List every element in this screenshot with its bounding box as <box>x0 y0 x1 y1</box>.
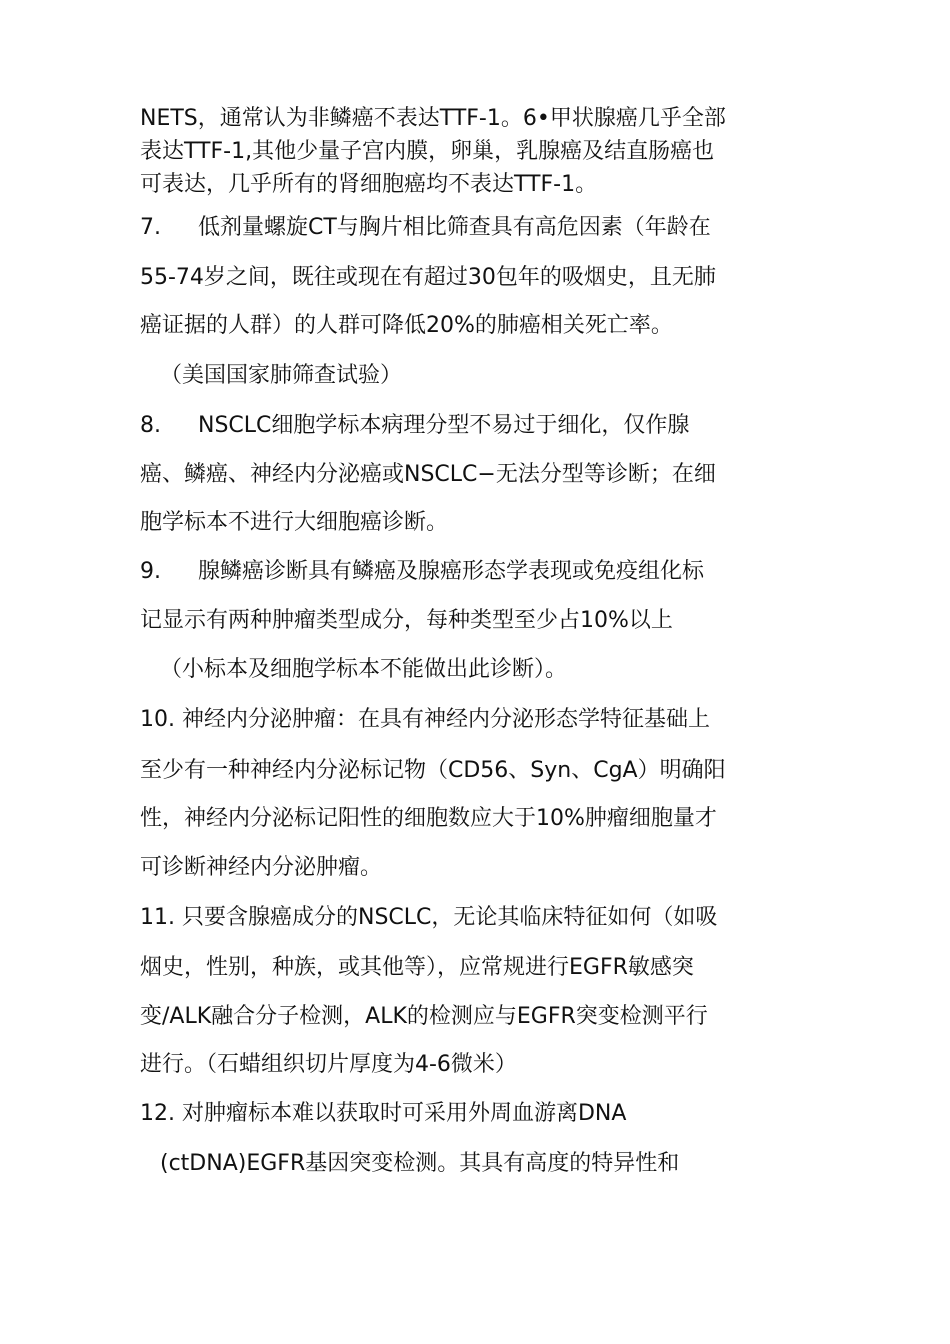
text-line: 可表达，几乎所有的肾细胞癌均不表达TTF-1。 <box>140 172 598 197</box>
text-line: 55-74岁之间，既往或现在有超过30包年的吸烟史，且无肺 <box>140 265 716 290</box>
text-line: 腺鳞癌诊断具有鳞癌及腺癌形态学表现或免疫组化标 <box>198 559 705 584</box>
item-number: 7. <box>140 215 161 240</box>
text-line: 至少有一种神经内分泌标记物（CD56、Syn、CgA）明确阳 <box>140 758 726 783</box>
text-line: 表达TTF-1,其他少量子宫内膜，卵巢，乳腺癌及结直肠癌也 <box>140 139 715 164</box>
list-item-7 <box>140 213 711 243</box>
text-line: 癌、鳞癌、神经内分泌癌或NSCLC−无法分型等诊断；在细 <box>140 462 716 487</box>
text-line: 进行。（石蜡组织切片厚度为4-6微米） <box>140 1052 517 1077</box>
list-item-12: 12. 对肿瘤标本难以获取时可采用外周血游离DNA <box>140 1101 627 1126</box>
text-line: 变/ALK融合分子检测，ALK的检测应与EGFR突变检测平行 <box>140 1004 708 1029</box>
text-line: （小标本及细胞学标本不能做出此诊断）。 <box>160 657 568 682</box>
text-line: NETS，通常认为非鳞癌不表达TTF-1。6•甲状腺癌几乎全部 <box>140 106 726 131</box>
text-line: 性，神经内分泌标记阳性的细胞数应大于10%肿瘤细胞量才 <box>140 806 717 831</box>
text-line: 癌证据的人群）的人群可降低20%的肺癌相关死亡率。 <box>140 313 673 338</box>
text-line: （美国国家肺筛查试验） <box>160 363 403 388</box>
item-number: 8. <box>140 413 161 438</box>
text-line: 烟史，性别，种族，或其他等），应常规进行EGFR敏感突 <box>140 955 694 980</box>
list-item-8 <box>140 411 689 441</box>
item-number: 9. <box>140 559 161 584</box>
text-line: (ctDNA)EGFR基因突变检测。其具有高度的特异性和 <box>160 1151 680 1176</box>
text-line: 记显示有两种肿瘤类型成分，每种类型至少占10%以上 <box>140 608 673 633</box>
text-line: NSCLC细胞学标本病理分型不易过于细化，仅作腺 <box>198 413 690 438</box>
text-line: 低剂量螺旋CT与胸片相比筛查具有高危因素（年龄在 <box>198 215 711 240</box>
list-item-10: 10. 神经内分泌肿瘤：在具有神经内分泌形态学特征基础上 <box>140 707 710 732</box>
list-item-9 <box>140 557 704 587</box>
list-item-11: 11. 只要含腺癌成分的NSCLC，无论其临床特征如何（如吸 <box>140 905 718 930</box>
text-line: 胞学标本不进行大细胞癌诊断。 <box>140 510 449 535</box>
text-line: 可诊断神经内分泌肿瘤。 <box>140 855 383 880</box>
